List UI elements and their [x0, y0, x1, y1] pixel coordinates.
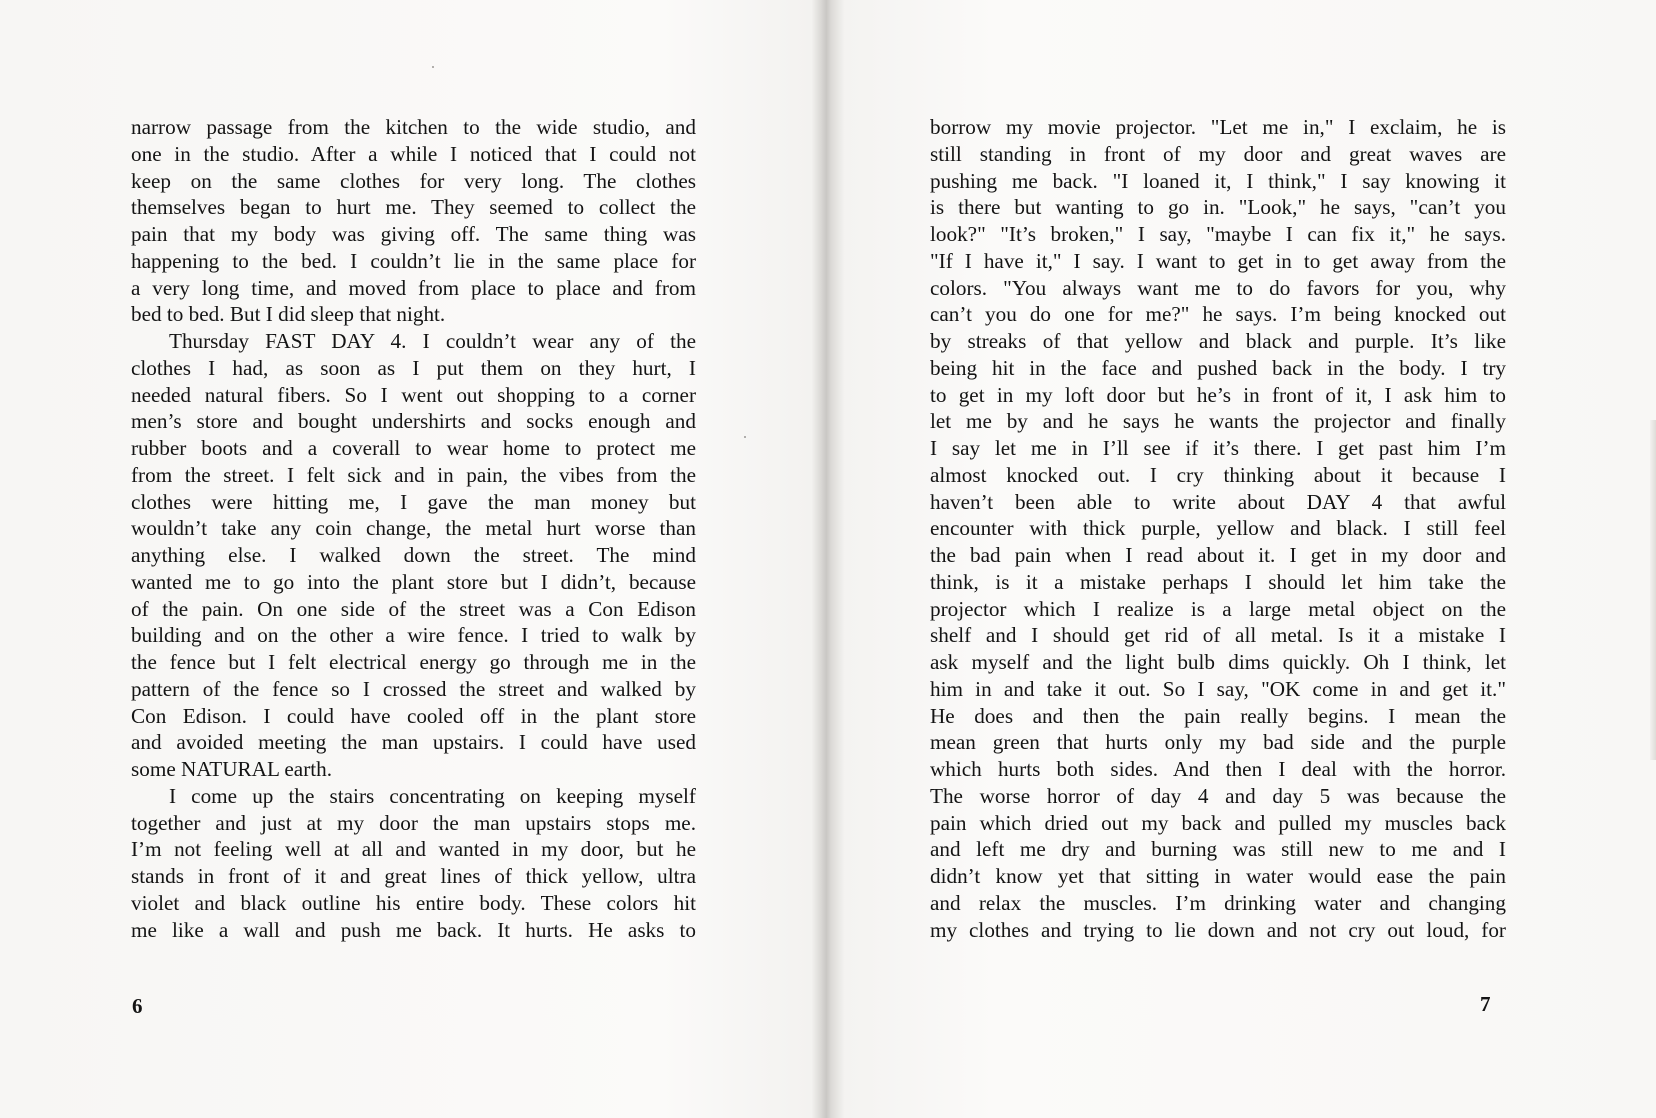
text-line: which hurts both sides. And then I deal with the horror.	[930, 757, 1506, 781]
text-line: clothes were hitting me, I gave the man money but	[131, 489, 696, 514]
text-line: clothes I had, as soon as I put them on they hurt, I	[131, 355, 696, 380]
right-page-text	[930, 114, 1506, 943]
text-line: pain that my body was giving off. The same thing was	[131, 222, 696, 246]
text-line: almost knocked out. I cry thinking about it because I	[930, 462, 1506, 487]
text-line: "If I have it," I say. I want to get in to get away from the	[930, 248, 1506, 273]
text-line: to get in my loft door but he’s in front of it, I ask him to	[930, 382, 1506, 407]
text-line: Con Edison. I could have cooled off in the plant store	[131, 703, 696, 728]
text-line: anything else. I walked down the street. The mind	[131, 543, 696, 567]
text-line: and avoided meeting the man upstairs. I could have used	[131, 730, 696, 755]
text-line: me like a wall and push me back. It hurts. He asks to	[131, 917, 696, 942]
text-line: themselves began to hurt me. They seemed to collect the	[131, 195, 696, 220]
text-line: pain which dried out my back and pulled my muscles back	[930, 810, 1506, 835]
text-line: haven’t been able to write about DAY 4 that awful	[930, 489, 1506, 514]
paper-speck	[432, 66, 434, 68]
text-line: some NATURAL earth.	[131, 757, 333, 781]
text-line: projector which I realize is a large metal object on the	[930, 596, 1506, 621]
page-edge-shadow	[1650, 420, 1656, 760]
text-line: from the street. I felt sick and in pain, the vibes from the	[131, 462, 696, 487]
text-line: the fence but I felt electrical energy go through me in the	[131, 650, 696, 674]
text-line: needed natural fibers. So I went out shopping to a corner	[131, 382, 696, 407]
text-line: being hit in the face and pushed back in the body. I try	[930, 355, 1506, 380]
text-line: a very long time, and moved from place to place and from	[131, 275, 696, 300]
text-line: wanted me to go into the plant store but I didn’t, because	[131, 569, 696, 594]
text-line: let me by and he says he wants the projector and finally	[930, 409, 1506, 434]
text-line: my clothes and trying to lie down and not cry out loud, for	[930, 917, 1506, 942]
text-line: pattern of the fence so I crossed the street and walked by	[131, 676, 696, 701]
text-line: keep on the same clothes for very long. The clothes	[131, 168, 696, 193]
text-line: shelf and I should get rid of all metal. Is it a mistake I	[930, 623, 1506, 648]
text-line: wouldn’t take any coin change, the metal hurt worse than	[131, 516, 696, 541]
text-line: narrow passage from the kitchen to the wide studio, and	[131, 115, 696, 139]
text-line: and left me dry and burning was still new to me and I	[930, 837, 1506, 862]
text-line: of the pain. On one side of the street was a Con Edison	[131, 596, 696, 621]
text-line: ask myself and the light bulb dims quickly. Oh I think, let	[930, 650, 1506, 674]
text-line: The worse horror of day 4 and day 5 was because the	[930, 783, 1506, 808]
left-page-text	[131, 114, 696, 943]
text-line: men’s store and bought undershirts and socks enough and	[131, 409, 696, 434]
paper-speck	[744, 436, 746, 438]
text-line: mean green that hurts only my bad side and the purple	[930, 730, 1506, 755]
text-line: I’m not feeling well at all and wanted in my door, but he	[131, 837, 696, 862]
text-line: the bad pain when I read about it. I get in my door and	[930, 543, 1506, 567]
text-line: look?" "It’s broken," I say, "maybe I can fix it," he says.	[930, 222, 1506, 246]
text-line: I say let me in I’ll see if it’s there. I get past him I’m	[930, 436, 1506, 460]
text-line: encounter with thick purple, yellow and black. I still feel	[930, 516, 1506, 541]
right-page	[822, 0, 1656, 1118]
paragraph-start-line: Thursday FAST DAY 4. I couldn’t wear any of the	[169, 329, 696, 353]
text-line: can’t you do one for me?" he says. I’m being knocked out	[930, 302, 1506, 327]
text-line: is there but wanting to go in. "Look," he says, "can’t you	[930, 195, 1506, 220]
text-line: colors. "You always want me to do favors for you, why	[930, 275, 1506, 300]
text-line: together and just at my door the man upstairs stops me.	[131, 810, 696, 835]
text-line: building and on the other a wire fence. I tried to walk by	[131, 623, 696, 648]
page-number: 7	[1480, 992, 1491, 1016]
text-line: borrow my movie projector. "Let me in," I exclaim, he is	[930, 115, 1506, 139]
page-number: 6	[132, 994, 143, 1018]
text-line: think, is it a mistake perhaps I should let him take the	[930, 569, 1506, 594]
text-line: one in the studio. After a while I noticed that I could not	[131, 141, 696, 166]
text-line: by streaks of that yellow and black and purple. It’s like	[930, 329, 1506, 353]
text-line: didn’t know yet that sitting in water would ease the pain	[930, 864, 1506, 888]
text-line: stands in front of it and great lines of thick yellow, ultra	[131, 864, 696, 888]
text-line: and relax the muscles. I’m drinking water and changing	[930, 890, 1506, 915]
text-line: pushing me back. "I loaned it, I think," I say knowing it	[930, 168, 1506, 193]
paragraph-start-line: I come up the stairs concentrating on keeping myself	[169, 783, 696, 808]
text-line: happening to the bed. I couldn’t lie in the same place for	[131, 248, 696, 273]
text-line: He does and then the pain really begins. I mean the	[930, 703, 1506, 728]
left-page	[0, 0, 822, 1118]
text-line: violet and black outline his entire body. These colors hit	[131, 890, 696, 915]
text-line: rubber boots and a coverall to wear home to protect me	[131, 436, 696, 460]
text-line: bed to bed. But I did sleep that night.	[131, 302, 446, 327]
text-line: still standing in front of my door and great waves are	[930, 141, 1506, 166]
text-line: him in and take it out. So I say, "OK come in and get it."	[930, 676, 1506, 701]
